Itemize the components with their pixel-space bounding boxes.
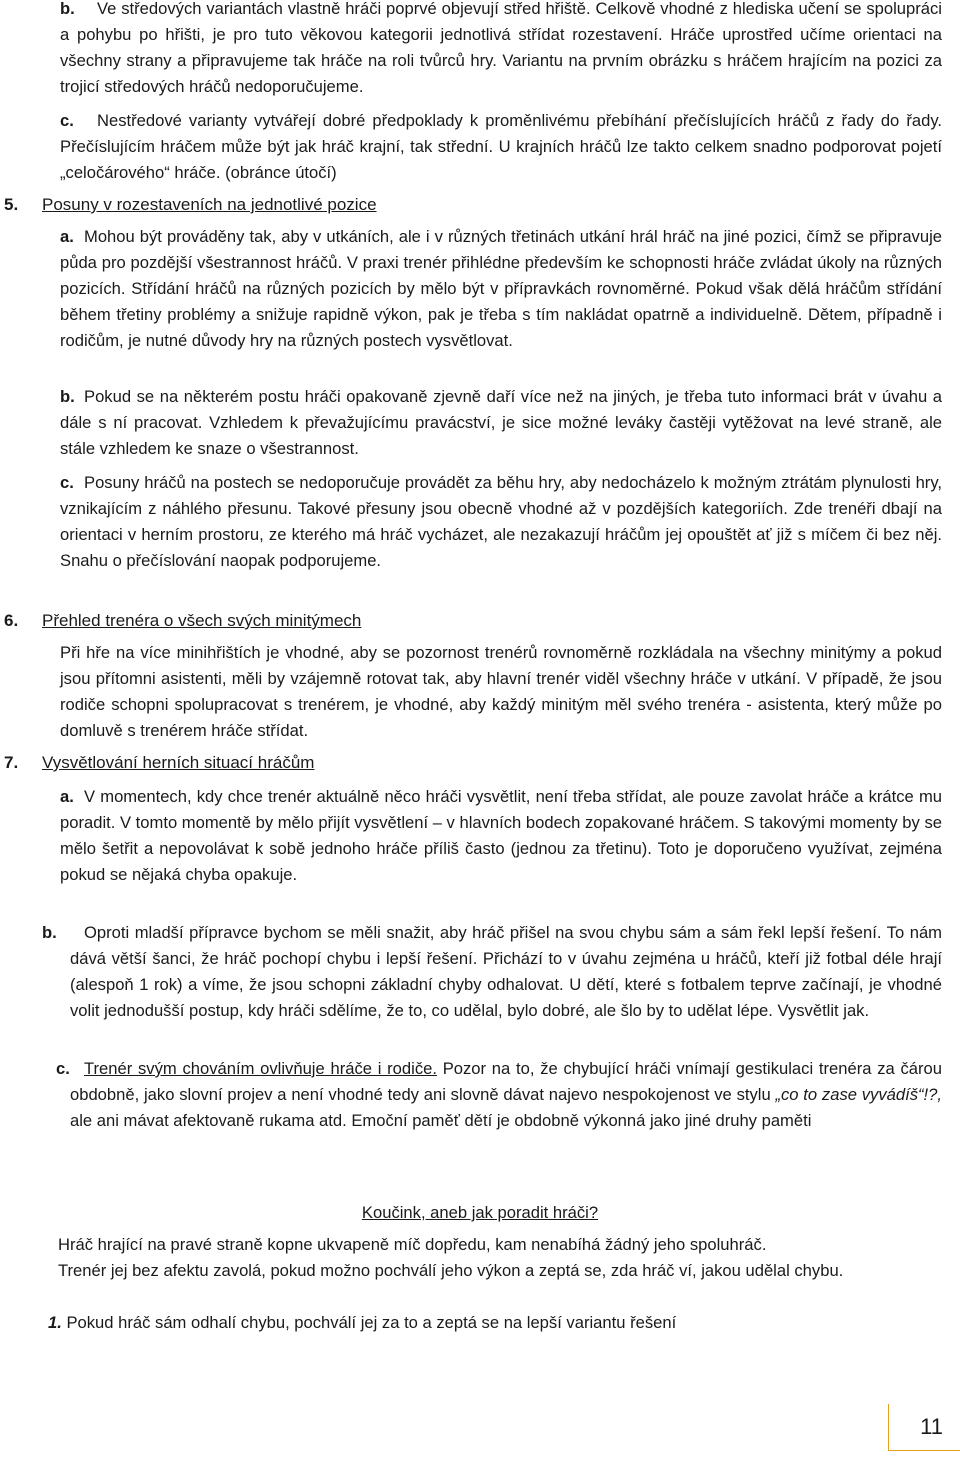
- paragraph-5a: Mohou být prováděny tak, aby v utkáních, ale i v různých třetinách utkání hrál hráč na jiné pozici, čímž se připravuje půda pro pozdější všestrannost hráčů. V praxi trenér přihlédne především ke schopnosti hráče zvládat úkoly na různých pozicích. Střídání hráčů na různých pozicích by mělo být v přípravkách rovnoměrné. Pokud však dělá hráčům střídání během třetiny problémy a snižuje rapidně výkon, pak je třeba s tím nakládat opatrně a individuelně. Dětem, případně i rodičům, je nutné důvody hry na různých postech vysvětlovat.: [60, 227, 942, 350]
- page-number-box: [888, 1404, 960, 1451]
- item-label: b.: [60, 387, 75, 406]
- section-heading-5: [4, 192, 904, 218]
- item-label: b.: [60, 0, 75, 18]
- section-title: Posuny v rozestaveních na jednotlivé pozice: [42, 195, 377, 214]
- paragraph-6: Při hře na více minihřištích je vhodné, aby se pozornost trenérů rovnoměrně rozkládala na všechny minitýmy a pokud jsou přítomni asistenti, měli by vzájemně rotovat tak, aby hlavní trenér viděl všechny hráče v utkání. V případě, že jsou rodiče schopni spolupracovat s trenérem, je vhodné, aby každý minitým měl svého trenéra - asistenta, který může po domluvě s trenérem hráče střídat.: [60, 643, 942, 740]
- section-heading-6: [4, 608, 904, 634]
- item-label: b.: [42, 923, 57, 942]
- list-number: 1.: [48, 1313, 62, 1332]
- item-label: c.: [56, 1059, 70, 1078]
- section-title: Vysvětlování herních situací hráčům: [42, 753, 315, 772]
- paragraph-5b: Pokud se na některém postu hráči opakovaně zjevně daří více než na jiných, je třeba tuto informaci brát v úvahu a dále s ní pracovat. Vzhledem k převažujícímu pravácství, je sice možné leváky častěji vytěžovat na levé straně, ale stále vzhledem ke snaze o všestrannost.: [60, 387, 942, 458]
- section-number: 7.: [4, 753, 19, 772]
- paragraph-7a: V momentech, kdy chce trenér aktuálně něco hráči vysvětlit, není třeba střídat, ale pouze zavolat hráče a krátce mu poradit. V tomto momentě by mělo přijít vysvětlení – v hlavních bodech zopakované hráčem. S takovými momenty by se mělo šetřit a nepovolávat k sobě jednoho hráče příliš často (jednou za třetinu). Toto je doporučeno využívat, zejména pokud se nějaká chyba opakuje.: [60, 787, 942, 884]
- coaching-item-1: [48, 1310, 942, 1336]
- section-heading-7: [4, 750, 904, 776]
- paragraph-4c: Nestředové varianty vytvářejí dobré předpoklady k proměnlivému přebíhání přečíslujících hráčů z řady do řady. Přečíslujícím hráčem může být jak hráč krajní, tak střední. U krajních hráčů lze takto celkem snadno podporovat pojetí „celočárového“ hráče. (obránce útočí): [60, 111, 942, 182]
- paragraph-7c: [70, 1056, 942, 1134]
- section-title: Přehled trenéra o všech svých minitýmech: [42, 611, 362, 630]
- section-number: 5.: [4, 195, 19, 214]
- underlined-sentence: Trenér svým chováním ovlivňuje hráče i rodiče.: [84, 1059, 437, 1078]
- quote-italic: „co to zase vyvádíš“!?,: [775, 1085, 942, 1104]
- section-number: 6.: [4, 611, 19, 630]
- paragraph-7b: Oproti mladší přípravce bychom se měli snažit, aby hráč přišel na svou chybu sám a sám řekl lepší řešení. To nám dává větší šanci, že hráč pochopí chybu i lepší řešení. Přichází to v úvahu zejména u hráčů, kteří již fotbal déle hrají (alespoň 1 rok) a víme, že jsou schopni základní chyby odhalovat. U dětí, které s fotbalem teprve začínají, je vhodné volit jednodušší postup, kdy hráči sdělíme, že to, co udělal, bylo dobré, ale šlo by to udělat lépe. Vysvětlit jak.: [70, 923, 942, 1020]
- item-label: c.: [60, 111, 74, 130]
- text-part: Pozor na to, že chybující hráči vnímají gestikulaci trenéra za čárou obdobně, jako slovní projev a není vhodné tedy ani slovně dávat najevo nespokojenost ve stylu: [70, 1059, 942, 1104]
- item-label: a.: [60, 787, 74, 806]
- coaching-paragraph-2: Trenér jej bez afektu zavolá, pokud možno pochválí jeho výkon a zeptá se, zda hráč ví, jakou udělal chybu.: [58, 1261, 844, 1280]
- coaching-title: Koučink, aneb jak poradit hráči?: [361, 1203, 599, 1222]
- page-number: 11: [920, 1414, 943, 1439]
- item-label: a.: [60, 227, 74, 246]
- coaching-paragraph-1: Hráč hrající na pravé straně kopne ukvapeně míč dopředu, kam nenabíhá žádný jeho spoluhráč.: [58, 1235, 767, 1254]
- text-part: ale ani mávat afektovaně rukama atd. Emoční paměť dětí je obdobně výkonná jako jiné druhy paměti: [70, 1111, 812, 1130]
- paragraph-4b-text: Ve středových variantách vlastně hráči poprvé objevují střed hřiště. Celkově vhodné z hlediska učení se spolupráci a pohybu po hřišti, je pro tuto věkovou kategorii jednotlivá střídat rozestavení. Hráče uprostřed učíme orientaci na všechny strany a připravujeme tak hráče na roli tvůrců hry. Variantu na prvním obrázku s hráčem hrajícím na pozici za trojicí středových hráčů nedoporučujeme.: [60, 0, 942, 96]
- paragraph-5c: Posuny hráčů na postech se nedoporučuje provádět za běhu hry, aby nedocházelo k možným ztrátám plynulosti hry, vznikajícím z náhlého přesunu. Takové přesuny jsou obecně vhodné až v pozdějších kategoriích. Zde trenéři dbají na orientaci v herním prostoru, ze kterého má hráč vycházet, ale nezakazují hráčům jej opouštět ať již s míčem či bez něj. Snahu o přečíslování naopak podporujeme.: [60, 473, 942, 570]
- item-label: c.: [60, 473, 74, 492]
- list-text: Pokud hráč sám odhalí chybu, pochválí jej za to a zeptá se na lepší variantu řešení: [66, 1313, 677, 1332]
